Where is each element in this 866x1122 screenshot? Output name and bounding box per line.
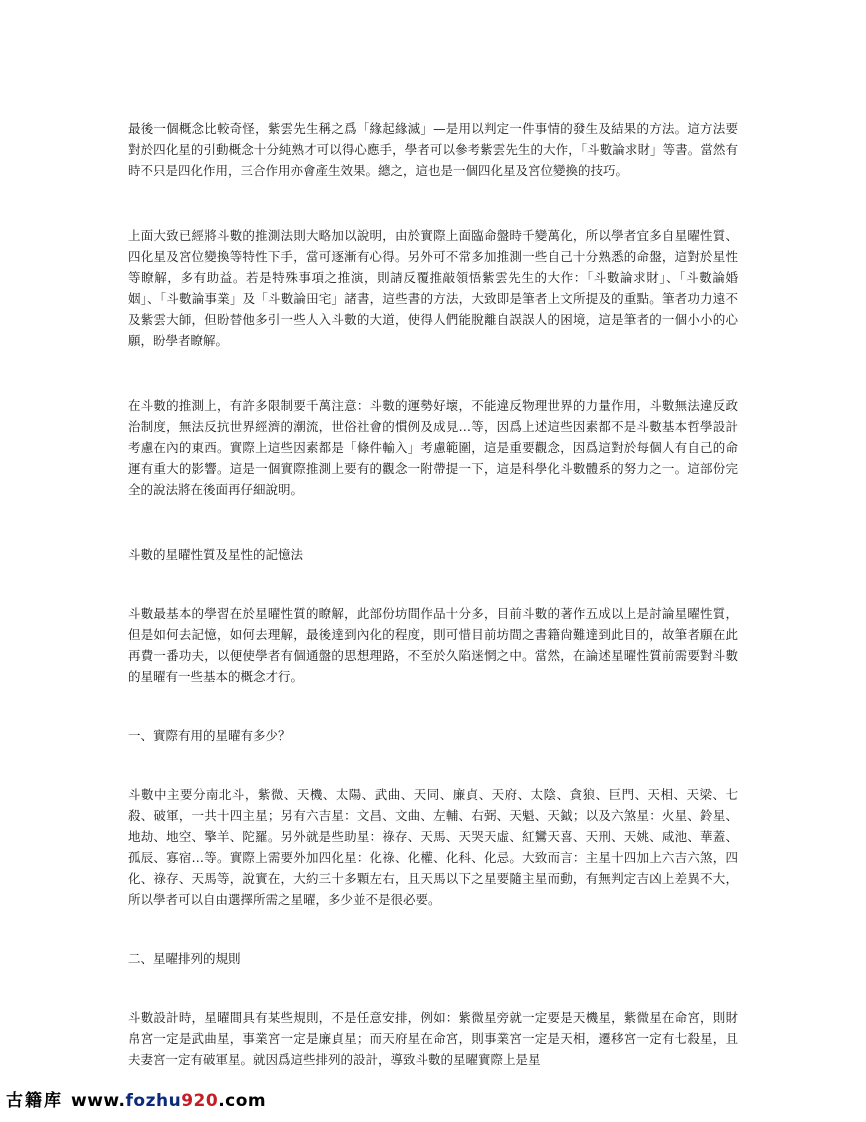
paragraph-6: 斗數設計時，星曜間具有某些規則，不是任意安排，例如：紫微星旁就一定要是天機星，紫微星在命宮，則財帛宮一定是武曲星，事業宮一定是廉貞星；而天府星在命宮，則事業宮一定是天相，遷移宮一定有七殺星，且夫妻宮一定有破軍星。就因爲這些排列的設計，導致斗數的星曜實際上是星: [128, 1010, 738, 1067]
footer-watermark: [6, 1086, 266, 1111]
paragraph-5: 斗數中主要分南北斗，紫微、天機、太陽、武曲、天同、廉貞、天府、太陰、貪狼、巨門、天相、天梁、七殺、破軍，一共十四主星；另有六吉星：文昌、文曲、左輔、右弼、天魁、天鉞；以及六煞星：火星、鈴星、地劫、地空、擎羊、陀羅。另外就是些助星：祿存、天馬、天哭天虛、紅鸞天喜、天刑、天姚、咸池、華蓋、孤辰、寡宿…等。實際上需要外加四化星：化祿、化權、化科、化忌。大致而言：主星十四加上六吉六煞，四化、祿存、天馬等，說實在，大約三十多顆左右，且天馬以下之星要隨主星而動，有無判定吉凶上差異不大，所以學者可以自由選擇所需之星曜，多少並不是很必要。: [128, 787, 738, 907]
paragraph-2: 上面大致已經將斗數的推測法則大略加以說明，由於實際上面臨命盤時千變萬化，所以學者宜多自星曜性質、四化星及宮位變換等特性下手，當可逐漸有心得。另外可不常多加推測一些自己十分熟悉的命盤，這對於星性等瞭解，多有助益。若是特殊事項之推演，則請反覆推敲領悟紫雲先生的大作：「斗數論求財」、「斗數論婚姻」、「斗數論事業」及「斗數論田宅」諸書，這些書的方法，大致即是筆者上文所提及的重點。筆者功力遠不及紫雲大師，但盼替他多引一些人入斗數的大道，使得人們能脫離自誤誤人的困境，這是筆者的一個小小的心願，盼學者瞭解。: [128, 228, 738, 348]
spacer: [128, 181, 738, 225]
footer-url-number: 920: [181, 1091, 219, 1111]
subheading-useful-stars: 一、實際有用的星曜有多少？: [128, 728, 291, 743]
spacer: [128, 351, 738, 395]
subheading-arrangement-rules: 二、星曜排列的規則: [128, 951, 241, 966]
spacer: [128, 910, 738, 948]
spacer: [128, 565, 738, 603]
document-page: [128, 118, 738, 1070]
footer-url-www: www.: [71, 1091, 126, 1111]
paragraph-3: 在斗數的推測上，有許多限制要千萬注意：斗數的運勢好壞，不能違反物理世界的力量作用，斗數無法違反政治制度，無法反抗世界經濟的潮流，世俗社會的慣例及成見…等，因爲上述這些因素都不是斗數基本哲學設計考慮在內的東西。實際上這些因素都是「條件輸入」考慮範圍，這是重要觀念，因爲這對於每個人有自己的命運有重大的影響。這是一個實際推測上要有的觀念一附帶提一下，這是科學化斗數體系的努力之一。這部份完全的說法將在後面再仔細說明。: [128, 398, 738, 497]
section-heading-star-properties: 斗數的星曜性質及星性的記憶法: [128, 547, 304, 562]
spacer: [128, 500, 738, 544]
footer-url-fozhu: fozhu: [125, 1091, 182, 1111]
paragraph-4: 斗數最基本的學習在於星曜性質的瞭解，此部份坊間作品十分多，目前斗數的著作五成以上是討論星曜性質，但是如何去記憶，如何去理解，最後達到內化的程度，則可惜目前坊間之書籍尙難達到此目的，故筆者願在此再費一番功夫，以便使學者有個通盤的思想理路，不至於久陷迷惘之中。當然，在論述星曜性質前需要對斗數的星曜有一些基本的概念才行。: [128, 606, 738, 684]
spacer: [128, 969, 738, 1007]
footer-brand-chinese: 古籍库: [6, 1091, 63, 1111]
footer-url-tld: .com: [218, 1091, 267, 1111]
paragraph-1: 最後一個概念比較奇怪，紫雲先生稱之爲「緣起緣滅」—是用以判定一件事情的發生及結果的方法。這方法要對於四化星的引動概念十分純熟才可以得心應手，學者可以參考紫雲先生的大作，「斗數論求財」等書。當然有時不只是四化作用，三合作用亦會產生效果。總之，這也是一個四化星及宮位變換的技巧。: [128, 121, 738, 178]
spacer: [128, 687, 738, 725]
spacer: [128, 746, 738, 784]
